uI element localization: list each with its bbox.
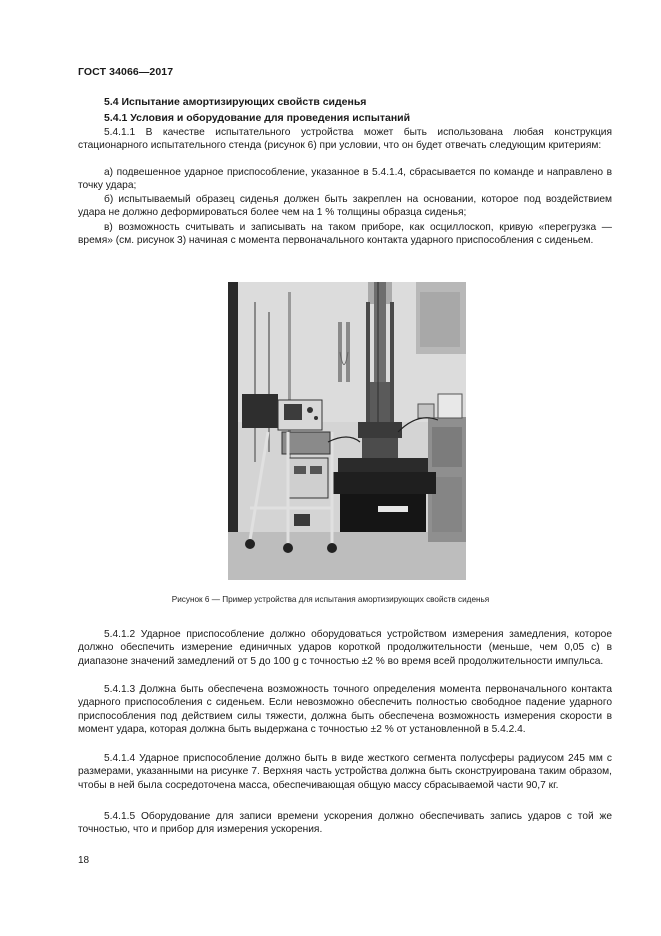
page-number: 18 bbox=[78, 855, 90, 866]
paragraph-5-4-1-5: 5.4.1.5 Оборудование для записи времени ускорения должно обеспечивать запись ударов с той же точностью, что и прибор для измерения ускорения. bbox=[78, 811, 612, 836]
paragraph-5-4-1-4: 5.4.1.4 Ударное приспособление должно быть в виде жесткого сегмента полусферы радиусом 245 мм с размерами, указанными на рисунке 7. Верхняя часть устройства должна быть сконструирована таким образом, чтобы в ней была сосредоточена масса, обеспечивающая общую массу сбрасываемой части 90,7 кг. bbox=[78, 753, 612, 791]
paragraph-5-4-1-3: 5.4.1.3 Должна быть обеспечена возможность точного определения момента первоначального контакта ударного приспособления с сиденьем. Если невозможно обеспечить полностью свободное падение ударного приспособления под действием силы тяжести, должна быть обеспечена возможность измерения скорости в момент удара, которая должна быть выдержана с точностью ±2 % от установленной в 5.4.2.4. bbox=[78, 684, 612, 735]
paragraph-5-4-1-1: 5.4.1.1 В качестве испытательного устройства может быть использована любая конструкция стационарного испытательного стенда (рисунок 6) при условии, что он будет отвечать следующим критериям: bbox=[78, 127, 612, 152]
paragraph-criterion-c: в) возможность считывать и записывать на таком приборе, как осциллоскоп, кривую «перегрузка — время» (см. рисунок 3) начиная с момента первоначального контакта ударного приспособления с сиденьем. bbox=[78, 222, 612, 247]
paragraph-criterion-b: б) испытываемый образец сиденья должен быть закреплен на основании, которое под воздействием удара не должно деформироваться более чем на 1 % толщины образца сиденья; bbox=[78, 194, 612, 219]
section-title: 5.4 Испытание амортизирующих свойств сиденья bbox=[104, 96, 367, 108]
subsection-title: 5.4.1 Условия и оборудование для проведения испытаний bbox=[104, 112, 411, 124]
paragraph-criterion-a: а) подвешенное ударное приспособление, указанное в 5.4.1.4, сбрасывается по команде и направлено в точку удара; bbox=[78, 167, 612, 192]
document-header: ГОСТ 34066—2017 bbox=[78, 66, 174, 78]
paragraph-5-4-1-2: 5.4.1.2 Ударное приспособление должно оборудоваться устройством измерения замедления, которое должно обеспечить измерение единичных ударов короткой продолжительности (меньше, чем 0,05 с) в диапазоне значений замедлений от 5 до 100 g с точностью ±2 % во время всей продолжительности импульса. bbox=[78, 629, 612, 667]
figure-caption: Рисунок 6 — Пример устройства для испытания амортизирующих свойств сиденья bbox=[171, 595, 490, 604]
figure-6-photo bbox=[228, 282, 466, 580]
